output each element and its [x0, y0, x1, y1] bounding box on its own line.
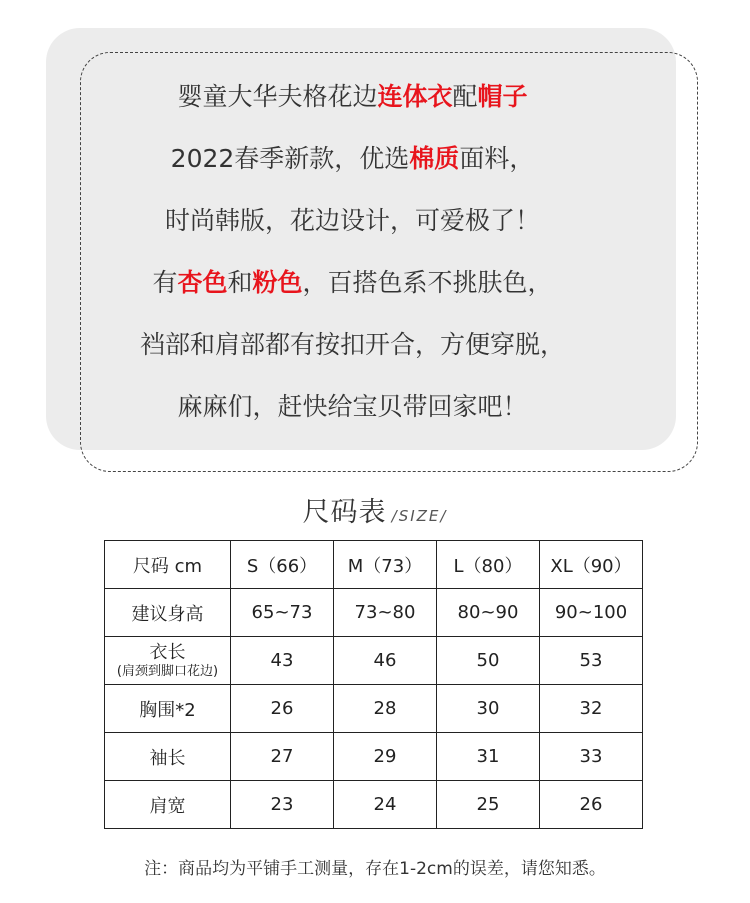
intro-line [80, 376, 625, 438]
value-cell: 90~100 [540, 589, 643, 637]
intro-text: 裆部和肩部都有按扣开合，方便穿脱， [139, 330, 565, 359]
intro-text: 麻麻们，赶快给宝贝带回家吧！ [177, 392, 528, 421]
row-label-note: (肩颈到脚口花边) [116, 663, 219, 679]
size-chart-title-main: 尺码表 [302, 497, 387, 528]
table-row-length [105, 637, 643, 685]
intro-highlight-text: 杏色 [177, 268, 228, 297]
value-cell: 50 [437, 637, 540, 685]
intro-text: 和 [227, 268, 253, 297]
row-label-cell: 胸围*2 [105, 685, 231, 733]
size-chart-title-sub: /SIZE/ [391, 507, 448, 525]
value-cell: 30 [437, 685, 540, 733]
value-cell: 53 [540, 637, 643, 685]
row-label-cell: 肩宽 [105, 781, 231, 829]
row-label-main: 衣长 [149, 641, 186, 663]
intro-text: 有 [152, 268, 178, 297]
row-label-cell: 建议身高 [105, 589, 231, 637]
value-cell: 32 [540, 685, 643, 733]
size-table [104, 540, 643, 829]
header-size-cell: L（80） [437, 541, 540, 589]
intro-text: 面料， [459, 144, 535, 173]
value-cell: 25 [437, 781, 540, 829]
intro-line [80, 252, 625, 314]
intro-text: ，百搭色系不挑肤色， [302, 268, 553, 297]
intro-text: 婴童大华夫格花边 [177, 82, 378, 111]
intro-highlight-text: 帽子 [477, 82, 528, 111]
header-label-cell: 尺码 cm [105, 541, 231, 589]
value-cell: 26 [540, 781, 643, 829]
table-row-sleeve [105, 733, 643, 781]
value-cell: 23 [231, 781, 334, 829]
header-size-cell: M（73） [334, 541, 437, 589]
value-cell: 33 [540, 733, 643, 781]
intro-text: 2022春季新款，优选 [170, 144, 410, 173]
intro-line [80, 314, 625, 376]
row-label-cell [105, 637, 231, 685]
intro-highlight-text: 粉色 [252, 268, 303, 297]
value-cell: 31 [437, 733, 540, 781]
intro-line [80, 128, 625, 190]
value-cell: 27 [231, 733, 334, 781]
size-table-header-row [105, 541, 643, 589]
value-cell: 80~90 [437, 589, 540, 637]
intro-text-block [80, 66, 625, 438]
intro-line [80, 190, 625, 252]
size-chart-title [0, 490, 750, 529]
header-size-cell: S（66） [231, 541, 334, 589]
value-cell: 43 [231, 637, 334, 685]
intro-line [80, 66, 625, 128]
value-cell: 73~80 [334, 589, 437, 637]
intro-highlight-text: 棉质 [409, 144, 460, 173]
value-cell: 29 [334, 733, 437, 781]
table-row-recommended-height [105, 589, 643, 637]
measurement-note: 注：商品均为平铺手工测量，存在1-2cm的误差，请您知悉。 [144, 859, 606, 879]
table-row-chest [105, 685, 643, 733]
value-cell: 28 [334, 685, 437, 733]
header-size-cell: XL（90） [540, 541, 643, 589]
value-cell: 46 [334, 637, 437, 685]
intro-highlight-text: 连体衣 [377, 82, 453, 111]
row-label-cell: 袖长 [105, 733, 231, 781]
table-row-shoulder [105, 781, 643, 829]
intro-text: 时尚韩版，花边设计，可爱极了！ [164, 206, 540, 235]
value-cell: 24 [334, 781, 437, 829]
value-cell: 26 [231, 685, 334, 733]
value-cell: 65~73 [231, 589, 334, 637]
intro-text: 配 [452, 82, 478, 111]
